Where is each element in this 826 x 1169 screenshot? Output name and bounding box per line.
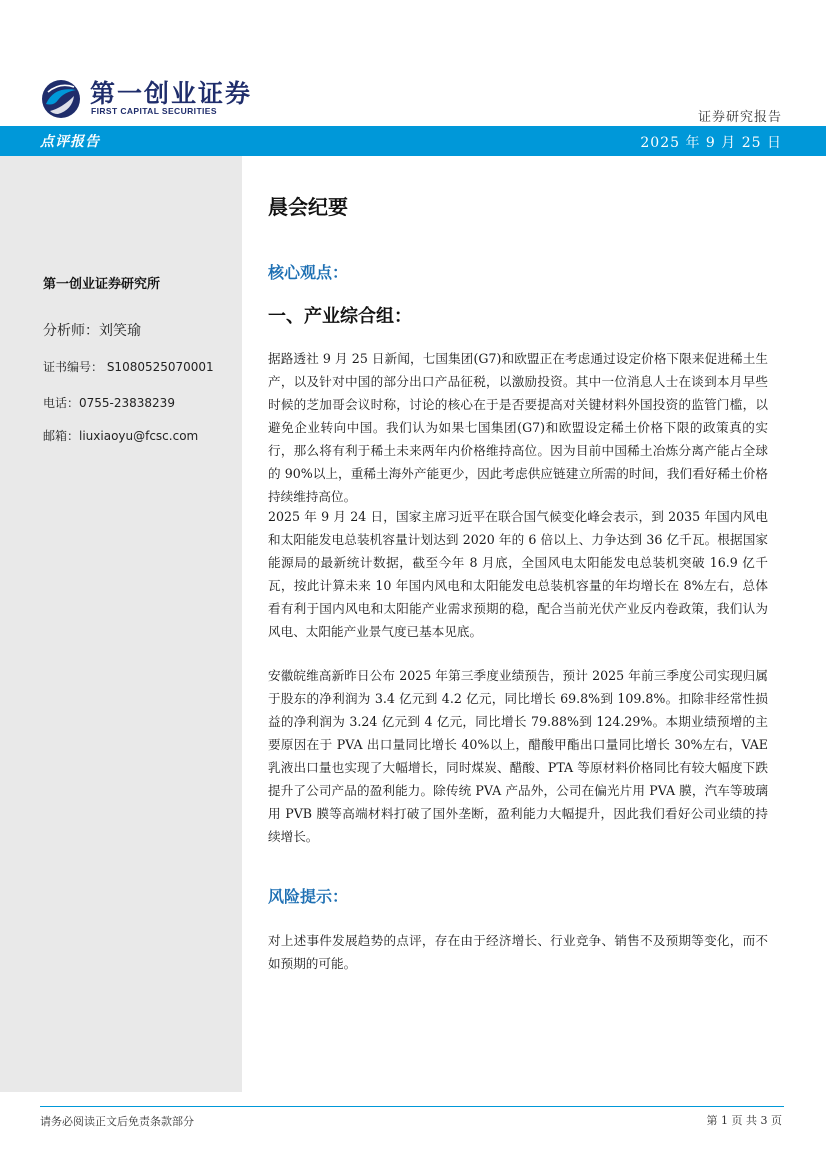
globe-logo-icon [40,78,82,120]
report-header [0,0,826,126]
risk-text: 对上述事件发展趋势的点评，存在由于经济增长、行业竞争、销售不及预期等变化，而不如预期的可能。 [268,933,768,971]
category-bar [0,126,826,156]
page-number: 第 1 页 共 3 页 [706,1114,782,1127]
report-type-label: 证券研究报告 [697,110,782,125]
paragraph: 2025 年 9 月 24 日，国家主席习近平在联合国气候变化峰会表示，到 2035 年国内风电和太阳能发电总装机容量计划达到 2020 年的 6 倍以上、力争达到 36 亿千瓦。根据国家能源局的最新统计数据，截至今年 8 月底，全国风电太阳能发电总装机突破 16.9 亿千瓦，按此计算未来 10 年国内风电和太阳能发电总装机容量的年均增长在 8%左右，总体看有利于国内风电和太阳能产业需求预期的稳，配合当前光伏产业反内卷政策，我们认为风电、太阳能产业景气度已基本见底。 [268,509,768,639]
report-category: 点评报告 [40,134,100,150]
brand-name-en: FIRST CAPITAL SECURITIES [91,106,217,116]
paragraph: 安徽皖维高新昨日公布 2025 年第三季度业绩预告，预计 2025 年前三季度公司实现归属于股东的净利润为 3.4 亿元到 4.2 亿元，同比增长 69.8%到 109.8%。扣除非经常性损益的净利润为 3.24 亿元到 4 亿元，同比增长 79.88%到 124.29%。本期业绩预增的主要原因在于 PVA 出口量同比增长 40%以上，醋酸甲酯出口量同比增长 30%左右，VAE 乳液出口量也实现了大幅增长，同时煤炭、醋酸、PTA 等原材料价格同比有较大幅度下跌提升了公司产品的盈利能力。除传统 PVA 产品外，公司在偏光片用 PVA 膜，汽车等玻璃用 PVB 膜等高端材料打破了国外垄断，盈利能力大幅提升，因此我们看好公司业绩的持续增长。 [268,668,768,844]
brand-name-cn: 第一创业证券 [90,79,253,108]
sidebar [0,156,242,1092]
institute-name: 第一创业证券研究所 [43,277,161,292]
footer-disclaimer: 请务必阅读正文后免责条款部分 [40,1115,194,1128]
section-heading: 一、产业综合组： [268,306,412,327]
core-heading: 核心观点： [268,263,349,282]
page-title: 晨会纪要 [268,195,348,219]
report-date: 2025 年 9 月 25 日 [640,135,782,151]
phone-number: 电话：0755-23838239 [43,396,175,410]
paragraph: 据路透社 9 月 25 日新闻，七国集团(G7)和欧盟正在考虑通过设定价格下限来促进稀土生产，以及针对中国的部分出口产品征税，以激励投资。其中一位消息人士在谈到本月早些时候的芝加哥会议时称，讨论的核心在于是否要提高对关键材料外国投资的监管门槛，以避免企业转向中国。我们认为如果七国集团(G7)和欧盟设定稀土价格下限的政策真的实行，那么将有利于稀土未来两年内价格维持高位。因为目前中国稀土冶炼分离产能占全球的 90%以上，重稀土海外产能更少，因此考虑供应链建立所需的时间，我们看好稀土价格持续维持高位。 [268,351,768,504]
analyst-name: 分析师：刘笑瑜 [43,323,141,339]
footer-divider [40,1106,784,1107]
cert-number: 证书编号： S1080525070001 [43,360,214,374]
email-address[interactable]: 邮箱：liuxiaoyu@fcsc.com [43,429,199,443]
risk-heading: 风险提示： [268,887,349,906]
